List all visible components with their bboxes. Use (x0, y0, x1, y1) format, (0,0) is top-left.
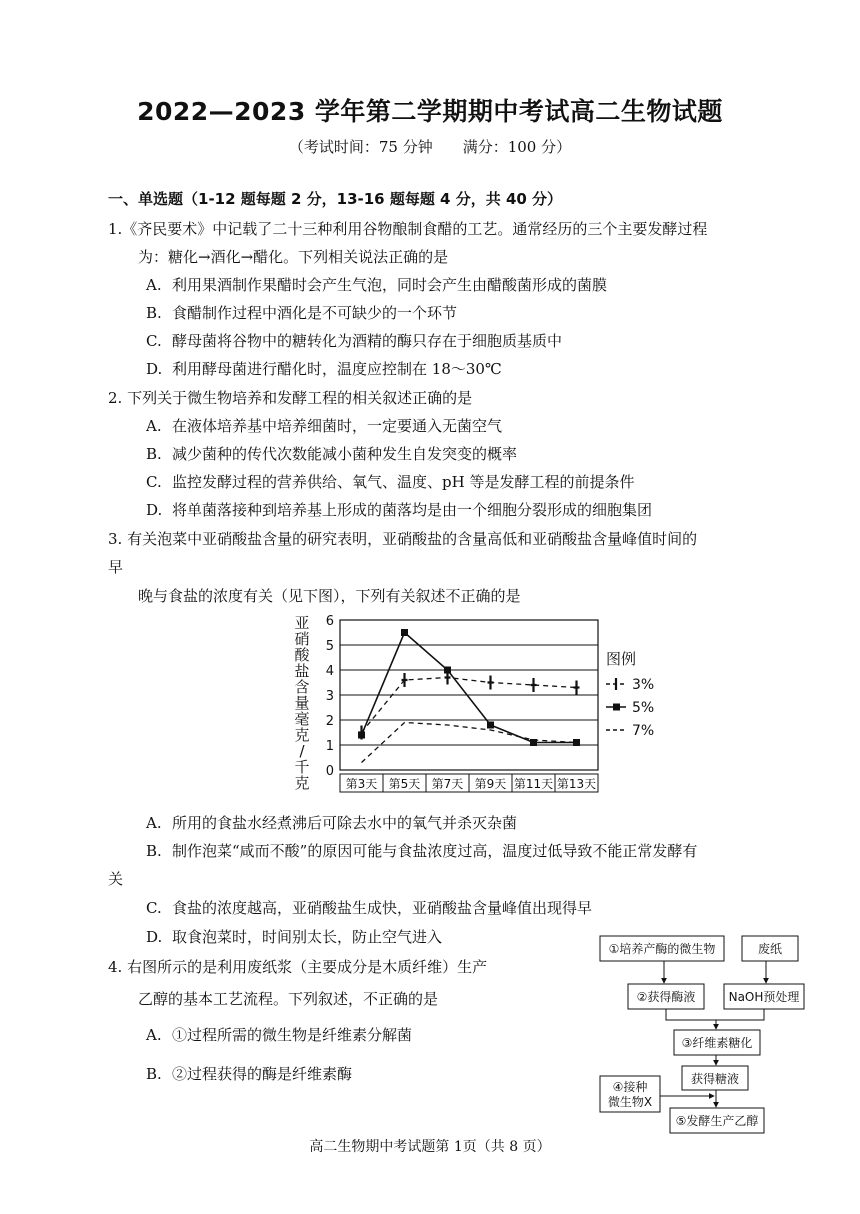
y-axis-label-char: 毫 (294, 710, 310, 728)
data-point (574, 681, 580, 695)
q2-option-a: A. 在液体培养基中培养细菌时，一定要通入无菌空气 (146, 417, 503, 435)
q4-stem-line2: 乙醇的基本工艺流程。下列叙述，不正确的是 (138, 990, 439, 1008)
q4-stem-line1: 4. 右图所示的是利用废纸浆（主要成分是木质纤维）生产 (108, 958, 488, 976)
ethanol-process-flowchart (594, 928, 814, 1138)
flow-label-microbe-x: 微生物X (607, 1095, 653, 1109)
y-tick-label: 2 (325, 714, 334, 729)
y-axis-label-char: 量 (294, 694, 310, 712)
data-point (488, 676, 494, 690)
x-tick-label: 第13天 (556, 777, 597, 791)
q4-option-a: A. ①过程所需的微生物是纤维素分解菌 (146, 1026, 413, 1044)
q3-option-b: B. 制作泡菜“咸而不酸”的原因可能与食盐浓度过高，温度过低导致不能正常发酵有 (146, 842, 698, 860)
x-tick-label: 第3天 (345, 777, 378, 791)
q1-option-b: B. 食醋制作过程中酒化是不可缺少的一个环节 (146, 304, 458, 322)
q3-option-a: A. 所用的食盐水经煮沸后可除去水中的氧气并杀灭杂菌 (146, 814, 518, 832)
flow-label-naoh: NaOH预处理 (728, 990, 800, 1004)
q3-stem-line1: 3. 有关泡菜中亚硝酸盐含量的研究表明，亚硝酸盐的含量高低和亚硝酸盐含量峰值时间的 (108, 530, 698, 548)
data-point (402, 673, 408, 687)
y-axis-label-char: 含 (294, 678, 310, 696)
flow-label-inoculate: ④接种 (612, 1080, 648, 1094)
q3-option-d: D. 取食泡菜时，时间别太长，防止空气进入 (146, 928, 443, 946)
exam-title: 2022—2023 学年第二学期期中考试高二生物试题 (137, 97, 723, 126)
y-axis-label-char: 盐 (294, 662, 310, 680)
series-line-5pct (362, 633, 577, 743)
page-footer: 高二生物期中考试题第 1页（共 8 页） (309, 1139, 551, 1155)
section-heading: 一、单选题（1-12 题每题 2 分，13-16 题每题 4 分，共 40 分） (108, 190, 563, 208)
y-tick-label: 6 (325, 614, 334, 629)
y-axis-label-char: 千 (294, 758, 310, 776)
data-point (531, 678, 537, 692)
q2-stem: 2. 下列关于微生物培养和发酵工程的相关叙述正确的是 (108, 389, 473, 407)
x-tick-label: 第7天 (431, 777, 464, 791)
q2-option-c: C. 监控发酵过程的营养供给、氧气、温度、pH 等是发酵工程的前提条件 (146, 473, 635, 491)
y-tick-label: 3 (325, 689, 334, 704)
flow-label-saccharify: ③纤维素糖化 (681, 1036, 753, 1050)
y-tick-label: 5 (325, 639, 334, 654)
y-axis-label-char: 克 (294, 774, 310, 792)
flow-label-ferment: ⑤发酵生产乙醇 (675, 1114, 759, 1128)
legend-label: 7% (632, 723, 655, 739)
y-axis-label-char: / (299, 742, 305, 760)
q2-option-b: B. 减少菌种的传代次数能减小菌种发生自发突变的概率 (146, 445, 518, 463)
x-tick-label: 第9天 (474, 777, 507, 791)
q3-stem-line3: 晚与食盐的浓度有关（见下图），下列有关叙述不正确的是 (138, 587, 521, 605)
q3-option-c: C. 食盐的浓度越高，亚硝酸盐生成快，亚硝酸盐含量峰值出现得早 (146, 899, 593, 917)
y-axis-label-char: 亚 (294, 614, 310, 632)
q1-option-c: C. 酵母菌将谷物中的糖转化为酒精的酶只存在于细胞质基质中 (146, 332, 563, 350)
x-tick-label: 第5天 (388, 777, 421, 791)
q3-option-b-cont: 关 (108, 870, 124, 888)
legend-label: 5% (632, 700, 655, 716)
legend-title: 图例 (606, 650, 637, 668)
q4-option-b: B. ②过程获得的酶是纤维素酶 (146, 1065, 353, 1083)
legend-marker (613, 704, 620, 711)
exam-subtitle: （考试时间：75 分钟 满分：100 分） (288, 138, 572, 156)
data-point (401, 629, 408, 636)
nitrite-line-chart (288, 612, 668, 804)
q1-option-d: D. 利用酵母菌进行醋化时，温度应控制在 18～30℃ (146, 360, 502, 378)
y-axis-label-char: 硝 (294, 630, 310, 648)
q3-stem-line2: 早 (108, 558, 124, 576)
y-axis-label-char: 克 (294, 726, 310, 744)
flow-label-culture: ①培养产酶的微生物 (608, 942, 716, 956)
y-tick-label: 1 (325, 739, 334, 754)
y-axis-label-char: 酸 (294, 646, 310, 664)
data-point (358, 732, 365, 739)
flow-label-waste-paper: 废纸 (757, 942, 783, 956)
legend-label: 3% (632, 677, 655, 693)
y-tick-label: 4 (325, 664, 334, 679)
series-line-3pct (362, 678, 577, 733)
x-tick-label: 第11天 (513, 777, 554, 791)
q1-option-a: A. 利用果酒制作果醋时会产生气泡，同时会产生由醋酸菌形成的菌膜 (146, 276, 608, 294)
q2-option-d: D. 将单菌落接种到培养基上形成的菌落均是由一个细胞分裂形成的细胞集团 (146, 501, 653, 519)
data-point (444, 667, 451, 674)
q1-stem-line1: 1.《齐民要术》中记载了二十三种利用谷物酿制食醋的工艺。通常经历的三个主要发酵过程 (108, 220, 708, 238)
q1-stem-line2: 为：糖化→酒化→醋化。下列相关说法正确的是 (138, 248, 449, 266)
flow-label-enzyme: ②获得酶液 (636, 990, 696, 1004)
flow-label-sugar: 获得糖液 (690, 1072, 740, 1086)
y-tick-label: 0 (325, 764, 334, 779)
data-point (487, 722, 494, 729)
